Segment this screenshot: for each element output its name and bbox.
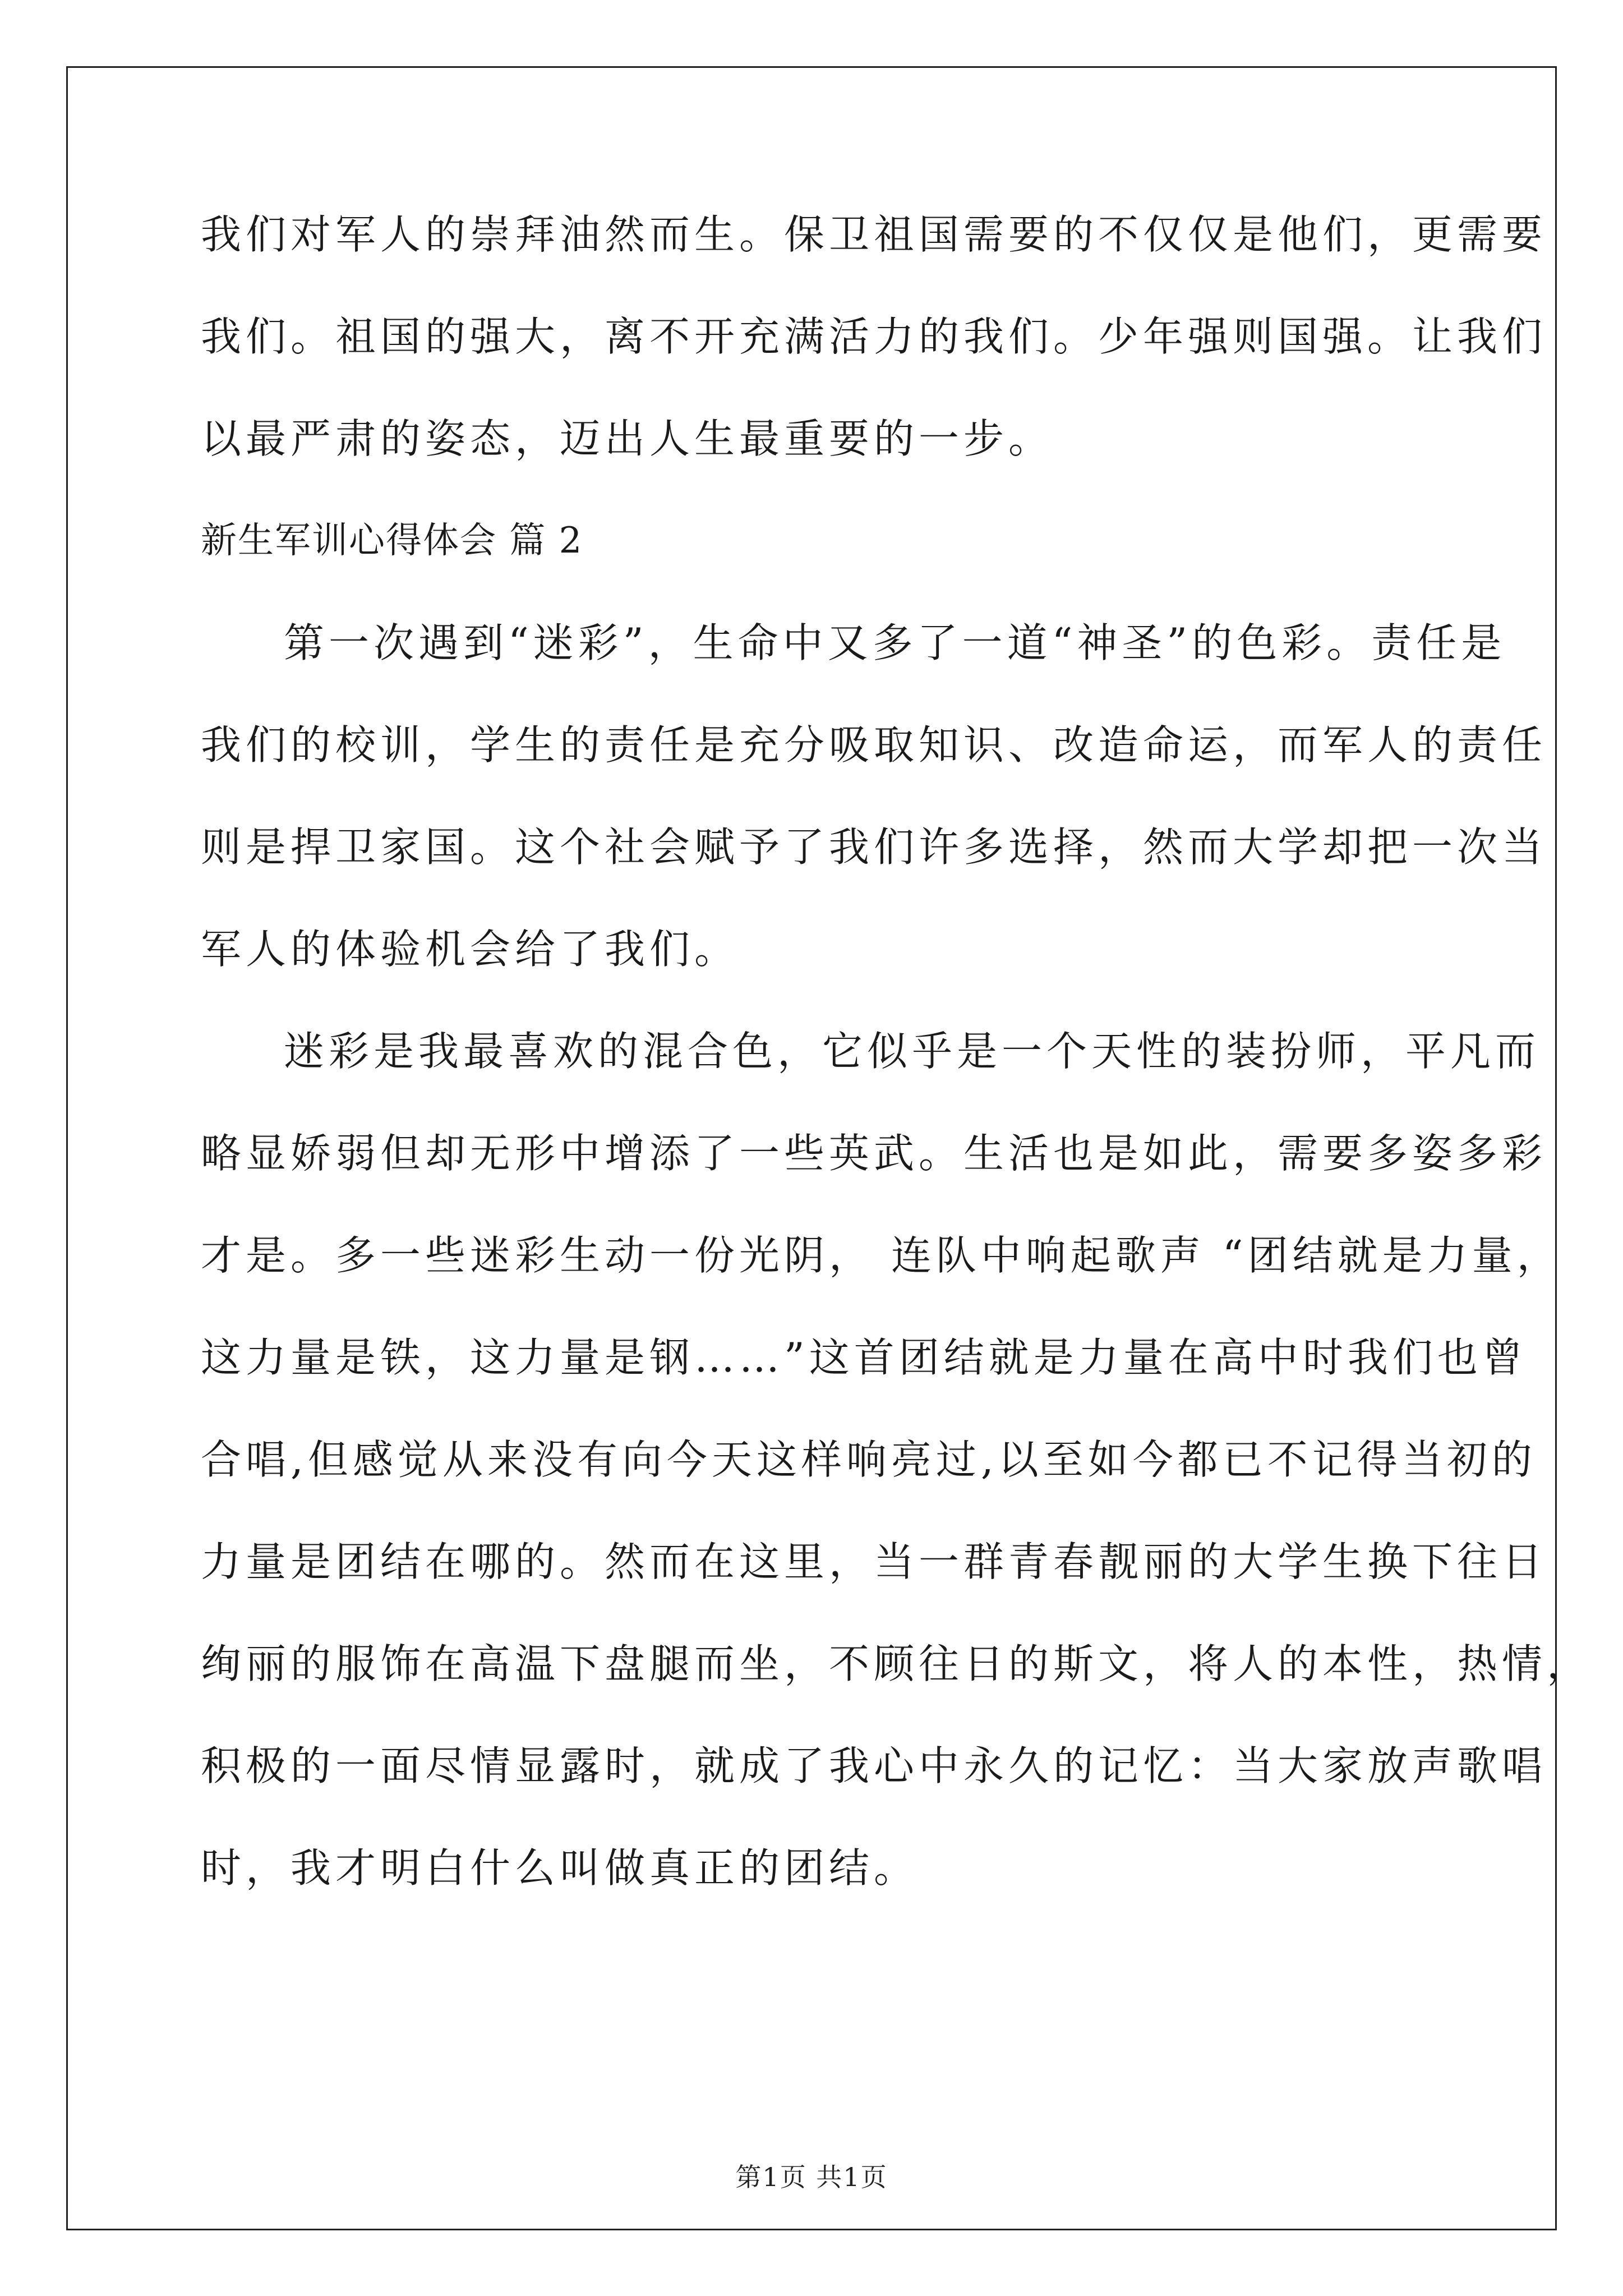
section-heading: 新生军训心得体会 篇 2 <box>201 520 583 562</box>
text-line: 以最严肃的姿态，迈出人生最重要的一步。 <box>201 415 1054 462</box>
document-body <box>201 211 1592 1949</box>
text-line: 这力量是铁，这力量是钢……”这首团结就是力量在高中时我们也曾 <box>201 1334 1527 1381</box>
text-line: 迷彩是我最喜欢的混合色，它似乎是一个天性的装扮师，平凡而 <box>284 1028 1541 1075</box>
text-line: 我们对军人的崇拜油然而生。保卫祖国需要的不仅仅是他们，更需要 <box>201 211 1547 258</box>
text-line: 则是捍卫家国。这个社会赋予了我们许多选择，然而大学却把一次当 <box>201 823 1547 871</box>
text-line: 军人的体验机会给了我们。 <box>201 926 740 973</box>
text-line: 积极的一面尽情显露时，就成了我心中永久的记忆：当大家放声歌唱 <box>201 1742 1547 1789</box>
text-line: 我们的校训，学生的责任是充分吸取知识、改造命运，而军人的责任 <box>201 721 1547 769</box>
text-line: 力量是团结在哪的。然而在这里，当一群青春靓丽的大学生换下往日 <box>201 1538 1547 1585</box>
text-line: 合唱,但感觉从来没有向今天这样响亮过,以至如今都已不记得当初的 <box>201 1436 1537 1483</box>
page-footer: 第1页 共1页 <box>735 2162 888 2192</box>
text-line: 才是。多一些迷彩生动一份光阴， 连队中响起歌声 “团结就是力量， <box>201 1232 1562 1279</box>
text-line: 第一次遇到“迷彩”，生命中又多了一道“神圣”的色彩。责任是 <box>284 619 1506 666</box>
paragraph-1 <box>201 619 1547 973</box>
text-line: 略显娇弱但却无形中增添了一些英武。生活也是如此，需要多姿多彩 <box>201 1130 1547 1177</box>
text-line: 时，我才明白什么叫做真正的团结。 <box>201 1844 919 1892</box>
paragraph-2 <box>201 1028 1592 1892</box>
text-line: 绚丽的服饰在高温下盘腿而坐，不顾往日的斯文，将人的本性，热情， <box>201 1640 1592 1687</box>
text-line: 我们。祖国的强大，离不开充满活力的我们。少年强则国强。让我们 <box>201 313 1547 360</box>
intro-paragraph <box>201 211 1547 462</box>
